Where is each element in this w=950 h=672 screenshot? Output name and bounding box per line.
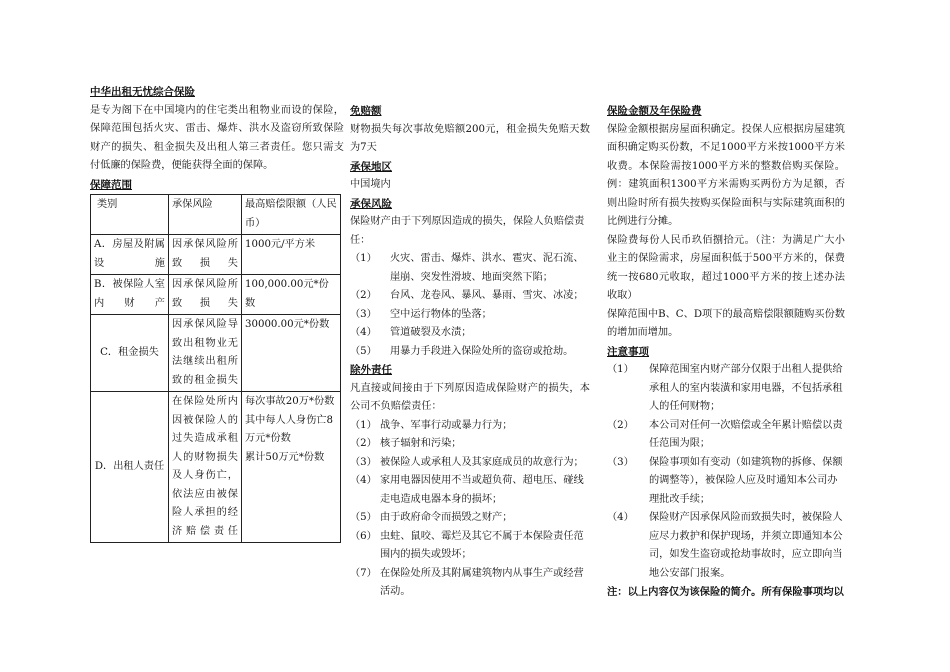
list-item: （3） 保险事项如有变动（如建筑物的拆修、保额的调整等），被保险人应及时通知本公司办理批改手续； xyxy=(607,456,843,505)
exclusions-intro: 凡直接或间接由于下列原因造成保险财产的损失，本公司不负赔偿责任： xyxy=(350,382,590,412)
table-row xyxy=(91,315,341,392)
list-item: （2） 核子辐射和污染； xyxy=(350,438,462,449)
row-c-risk: 因承保风险导致出租物业无法继续出租所致的租金损失 xyxy=(169,315,242,392)
table-row xyxy=(91,392,341,543)
list-item: （4） 管道破裂及水渍； xyxy=(350,327,472,338)
list-item: （7） 在保险处所及其附属建筑物内从事生产或经营活动。 xyxy=(350,567,584,597)
row-c-category: C．租金损失 xyxy=(91,315,169,392)
header-category: 类别 xyxy=(91,195,169,235)
row-a-risk: 因承保风险所致损失 xyxy=(169,235,242,275)
notes-heading: 注意事项 xyxy=(607,345,649,358)
list-item: （4） 家用电器因使用不当或超负荷、超电压、碰线走电造成电器本身的损坏； xyxy=(350,475,584,505)
table-row xyxy=(91,235,341,275)
row-d-limit xyxy=(242,392,341,543)
row-a-limit: 1000元/平方米 xyxy=(242,235,341,275)
list-item: （5） 由于政府命令而损毁之财产； xyxy=(350,512,513,523)
list-item: （1） 火灾、雷击、爆炸、洪水、雹灾、泥石流、崖崩、突发性滑坡、地面突然下陷； xyxy=(350,253,584,283)
deductible-text: 财物损失每次事故免赔额200元，租金损失免赔天数为7天 xyxy=(350,123,590,153)
row-d-limit-line: 每次事故20万*份数 xyxy=(245,396,335,407)
row-b-category: B．被保险人室内财产 xyxy=(91,275,169,315)
row-d-limit-line: 累计50万元*份数 xyxy=(245,451,325,463)
amount-heading: 保险金额及年保险费 xyxy=(607,105,702,117)
column-1 xyxy=(90,83,344,543)
row-d-category: D．出租人责任 xyxy=(91,392,169,543)
list-item: （5） 用暴力手段进入保险处所的盗窃或抢劫。 xyxy=(350,345,574,357)
territory-text: 中国境内 xyxy=(350,179,391,190)
territory-heading: 承保地区 xyxy=(350,160,392,173)
list-item: （3） 空中运行物体的坠落； xyxy=(350,308,492,320)
column-3 xyxy=(607,102,845,602)
table-row xyxy=(91,275,341,315)
row-b-risk: 因承保风险所致损失 xyxy=(169,275,242,315)
row-d-risk: 在保险处所内因被保险人的过失造成承租人的财物损失及人身伤亡，依法应由被保险人承担的经济赔偿责任 xyxy=(169,392,242,543)
scope-heading: 保障范围 xyxy=(90,178,132,191)
header-risk: 承保风险 xyxy=(169,195,242,235)
coverage-table xyxy=(90,194,341,543)
product-title: 中华出租无忧综合保险 xyxy=(90,86,195,98)
exclusions-heading: 除外责任 xyxy=(350,364,392,376)
deductible-heading: 免赔额 xyxy=(350,105,382,117)
list-item: （1） 保障范围室内财产部分仅限于出租人提供给承租人的室内装潢和家用电器，不包括承租人的任何财物； xyxy=(607,364,843,412)
column-2 xyxy=(350,102,590,602)
row-c-limit: 30000.00元*份数 xyxy=(242,315,341,392)
amount-paragraph-3: 保障范围中B、C、D项下的最高赔偿限额随购买份数的增加而增加。 xyxy=(607,308,845,338)
list-item: （1） 战争、军事行动或暴力行为； xyxy=(350,419,513,431)
list-item: （3） 被保险人或承租人及其家庭成员的故意行为； xyxy=(350,456,584,468)
header-limit: 最高赔偿限额（人民币） xyxy=(242,195,341,235)
list-item: （6） 虫蛀、鼠咬、霉烂及其它不属于本保险责任范围内的损失或毁坏； xyxy=(350,530,584,560)
row-b-limit: 100,000.00元*份数 xyxy=(242,275,341,315)
amount-paragraph-2: 保险费每份人民币玖佰捌拾元。（注：为满足广大小业主的保险需求，房屋面积低于500平方米的，保费统一按680元收取，超过1000平方米的按上述办法收取） xyxy=(607,234,845,301)
product-intro: 是专为阁下在中国境内的住宅类出租物业而设的保险，保障范围包括火灾、雷击、爆炸、洪水及盗窃所致保险财产的损失、租金损失及出租人第三者责任。您只需支付低廉的保险费，便能获得全面的保障。 xyxy=(90,104,344,171)
row-a-category: A．房屋及附属设施 xyxy=(91,235,169,275)
final-note: 注：以上内容仅为该保险的简介。所有保险事项均以 xyxy=(607,586,844,598)
risks-intro: 保险财产由于下列原因造成的损失，保险人负赔偿责任： xyxy=(350,216,585,246)
list-item: （2） 台风、龙卷风、暴风、暴雨、雪灾、冰凌； xyxy=(350,290,584,301)
amount-paragraph-1: 保险金额根据房屋面积确定。投保人应根据房屋建筑面积确定购买份数，不足1000平方米按1000平方米收费。本保险需按1000平方米的整数倍购买保险。例：建筑面积1300平方米需购买两份方为足额，否则出险时所有损失按购买保险面积与实际建筑面积的比例进行分摊。 xyxy=(607,123,845,227)
list-item: （2） 本公司对任何一次赔偿或全年累计赔偿以责任范围为限； xyxy=(607,419,843,449)
table-header-row xyxy=(91,195,341,235)
row-d-limit-line: 其中每人人身伤亡8万元*份数 xyxy=(245,414,333,444)
list-item: （4） 保险财产因承保风险而致损失时，被保险人应尽力救护和保护现场，并须立即通知本公司，如发生盗窃或抢劫事故时，应立即向当地公安部门报案。 xyxy=(607,512,843,579)
risks-heading: 承保风险 xyxy=(350,197,392,210)
